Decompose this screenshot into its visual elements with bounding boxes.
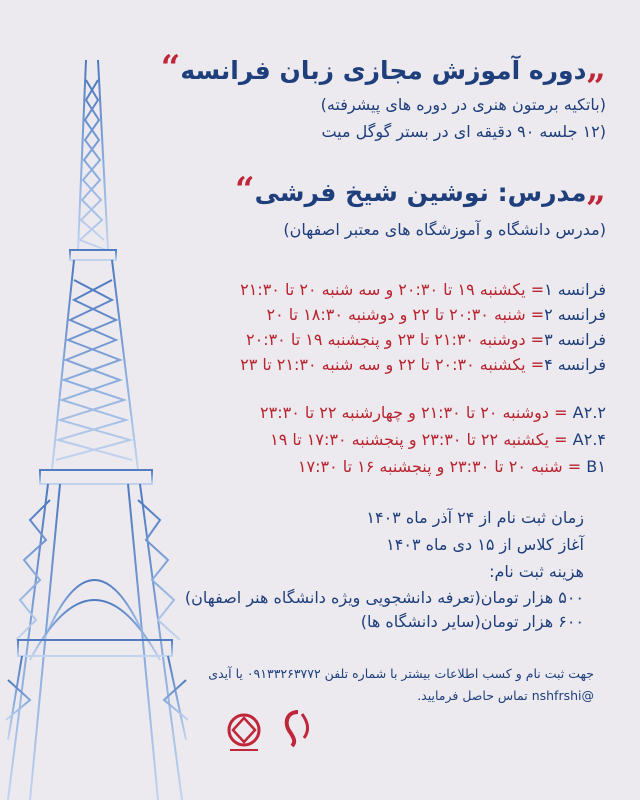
course-sessions: (۱۲ جلسه ۹۰ دقیقه ای در بستر گوگل میت bbox=[321, 122, 606, 141]
schedule-french-4: فرانسه ۴= یکشنبه ۲۰:۳۰ تا ۲۲ و سه شنبه ۲۱:۳۰ تا ۲۳ bbox=[240, 355, 606, 374]
contact-line: جهت ثبت نام و کسب اطلاعات بیشتر با شماره تلفن ۰۹۱۳۳۲۶۳۷۷۲ یا آیدی bbox=[208, 666, 594, 681]
fee-student: ۵۰۰ هزار تومان(تعرفه دانشجویی ویژه دانشگاه هنر اصفهان) bbox=[184, 588, 584, 607]
eiffel-tower-illustration bbox=[0, 0, 240, 800]
contact-handle-line: @nshfrshi تماس حاصل فرمایید. bbox=[417, 688, 594, 703]
iranian-association-logo bbox=[222, 710, 266, 754]
teacher-title: „مدرس: نوشین شیخ فرشی“ bbox=[235, 170, 606, 210]
schedule-level-b1: B۱ = شنبه ۲۰ تا ۲۳:۳۰ و پنجشنبه ۱۶ تا ۱۷:۳۰ bbox=[297, 457, 606, 476]
quote-close-icon: “ bbox=[160, 48, 181, 88]
course-title: „دوره آموزش مجازی زبان فرانسه“ bbox=[160, 48, 606, 88]
teacher-subtitle: (مدرس دانشگاه و آموزشگاه های معتبر اصفهان) bbox=[283, 220, 606, 239]
schedule-level-a24: A۲.۴ = یکشنبه ۲۲ تا ۲۳:۳۰ و پنجشنبه ۱۷:۳۰ تا ۱۹ bbox=[270, 430, 606, 449]
fee-other: ۶۰۰ هزار تومان(سایر دانشگاه ها) bbox=[360, 612, 584, 631]
quote-open-icon: „ bbox=[586, 170, 606, 210]
class-start: آغاز کلاس از ۱۵ دی ماه ۱۴۰۳ bbox=[386, 535, 584, 554]
course-subtitle: (باتکیه برمتون هنری در دوره های پیشرفته) bbox=[320, 95, 606, 114]
fee-heading: هزینه ثبت نام: bbox=[489, 562, 584, 581]
schedule-french-3: فرانسه ۳= دوشنبه ۲۱:۳۰ تا ۲۳ و پنجشنبه ۱۹ تا ۲۰:۳۰ bbox=[246, 330, 606, 349]
quote-open-icon: „ bbox=[586, 48, 606, 88]
art-university-logo bbox=[278, 708, 318, 748]
schedule-level-a22: A۲.۲ = دوشنبه ۲۰ تا ۲۱:۳۰ و چهارشنبه ۲۲ تا ۲۳:۳۰ bbox=[260, 403, 606, 422]
schedule-french-2: فرانسه ۲= شنبه ۲۰:۳۰ تا ۲۲ و دوشنبه ۱۸:۳۰ تا ۲۰ bbox=[266, 305, 606, 324]
registration-period: زمان ثبت نام از ۲۴ آذر ماه ۱۴۰۳ bbox=[366, 508, 584, 527]
schedule-french-1: فرانسه ۱= یکشنبه ۱۹ تا ۲۰:۳۰ و سه شنبه ۲۰ تا ۲۱:۳۰ bbox=[240, 280, 606, 299]
quote-close-icon: “ bbox=[235, 170, 255, 210]
contact-handle[interactable]: @nshfrshi bbox=[531, 688, 594, 703]
